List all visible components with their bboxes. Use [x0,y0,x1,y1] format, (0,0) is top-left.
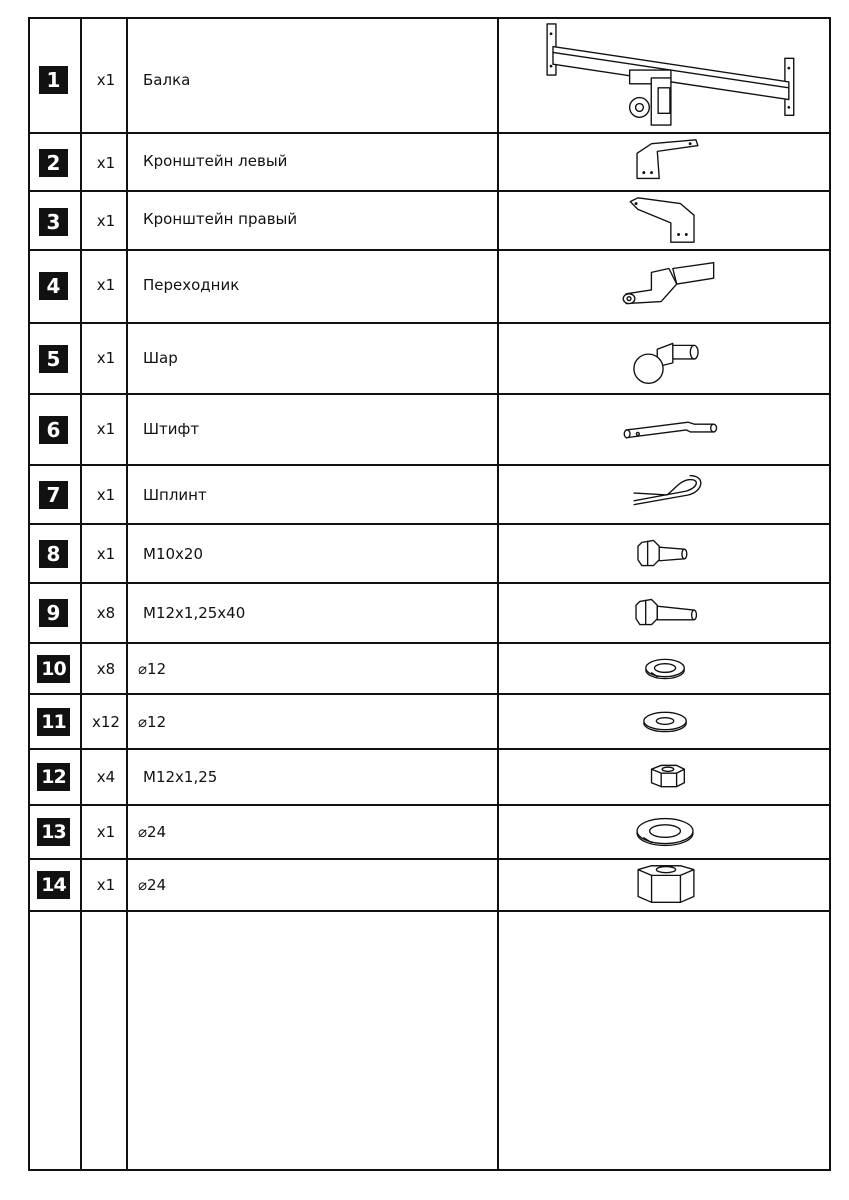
nut-small-icon [501,750,831,804]
part-number: 8 [39,540,68,568]
part-quantity: x4 [96,768,116,786]
left-bracket-icon [501,134,831,190]
part-quantity: x8 [96,604,116,622]
part-row [30,860,829,912]
part-row [30,695,829,750]
part-row [30,251,829,324]
parts-table [28,17,831,1171]
part-number: 2 [39,149,68,177]
part-quantity: x1 [96,71,116,89]
part-name: Штифт [143,420,200,438]
part-number: 10 [37,655,70,683]
part-number: 6 [39,416,68,444]
part-name: M10x20 [143,545,203,563]
part-number: 9 [39,599,68,627]
part-name: ⌀12 [138,713,167,731]
part-row [30,134,829,192]
part-row [30,644,829,695]
part-number: 13 [37,818,70,846]
part-number: 1 [39,66,68,94]
part-name: ⌀24 [138,823,167,841]
part-name: ⌀12 [138,660,167,678]
part-quantity: x1 [96,349,116,367]
spring-washer-large-icon [501,806,831,858]
bolt-short-icon [501,525,831,582]
flat-washer-icon [501,695,831,748]
part-row [30,19,829,134]
part-row [30,324,829,395]
part-name: Шар [143,349,178,367]
part-name: Кронштейн левый [143,152,288,170]
part-name: Балка [143,71,191,89]
bolt-long-icon [501,584,831,642]
part-row [30,192,829,251]
part-quantity: x1 [96,545,116,563]
part-name: Кронштейн правый [143,210,298,228]
part-quantity: x1 [96,212,116,230]
part-row [30,395,829,466]
part-name: Переходник [143,276,240,294]
part-row [30,466,829,525]
part-number: 4 [39,272,68,300]
tow-bar-beam-icon [501,19,831,132]
part-quantity: x1 [96,154,116,172]
part-row [30,584,829,644]
part-quantity: x1 [96,276,116,294]
part-quantity: x8 [96,660,116,678]
part-quantity: x12 [92,713,120,731]
spring-washer-small-icon [501,644,831,693]
part-name: ⌀24 [138,876,167,894]
part-number: 14 [37,871,70,899]
tow-ball-icon [501,324,831,393]
part-name: M12x1,25x40 [143,604,246,622]
adapter-icon [501,251,831,322]
part-row [30,525,829,584]
part-quantity: x1 [96,420,116,438]
part-number: 12 [37,763,70,791]
part-number: 3 [39,208,68,236]
part-row [30,806,829,860]
part-quantity: x1 [96,876,116,894]
part-row [30,750,829,806]
part-name: Шплинт [143,486,207,504]
part-number: 7 [39,481,68,509]
part-number: 5 [39,345,68,373]
right-bracket-icon [501,192,831,249]
cotter-pin-icon [501,466,831,523]
nut-large-icon [501,860,831,910]
part-number: 11 [37,708,70,736]
part-quantity: x1 [96,486,116,504]
part-quantity: x1 [96,823,116,841]
pin-icon [501,395,831,464]
part-name: M12x1,25 [143,768,218,786]
